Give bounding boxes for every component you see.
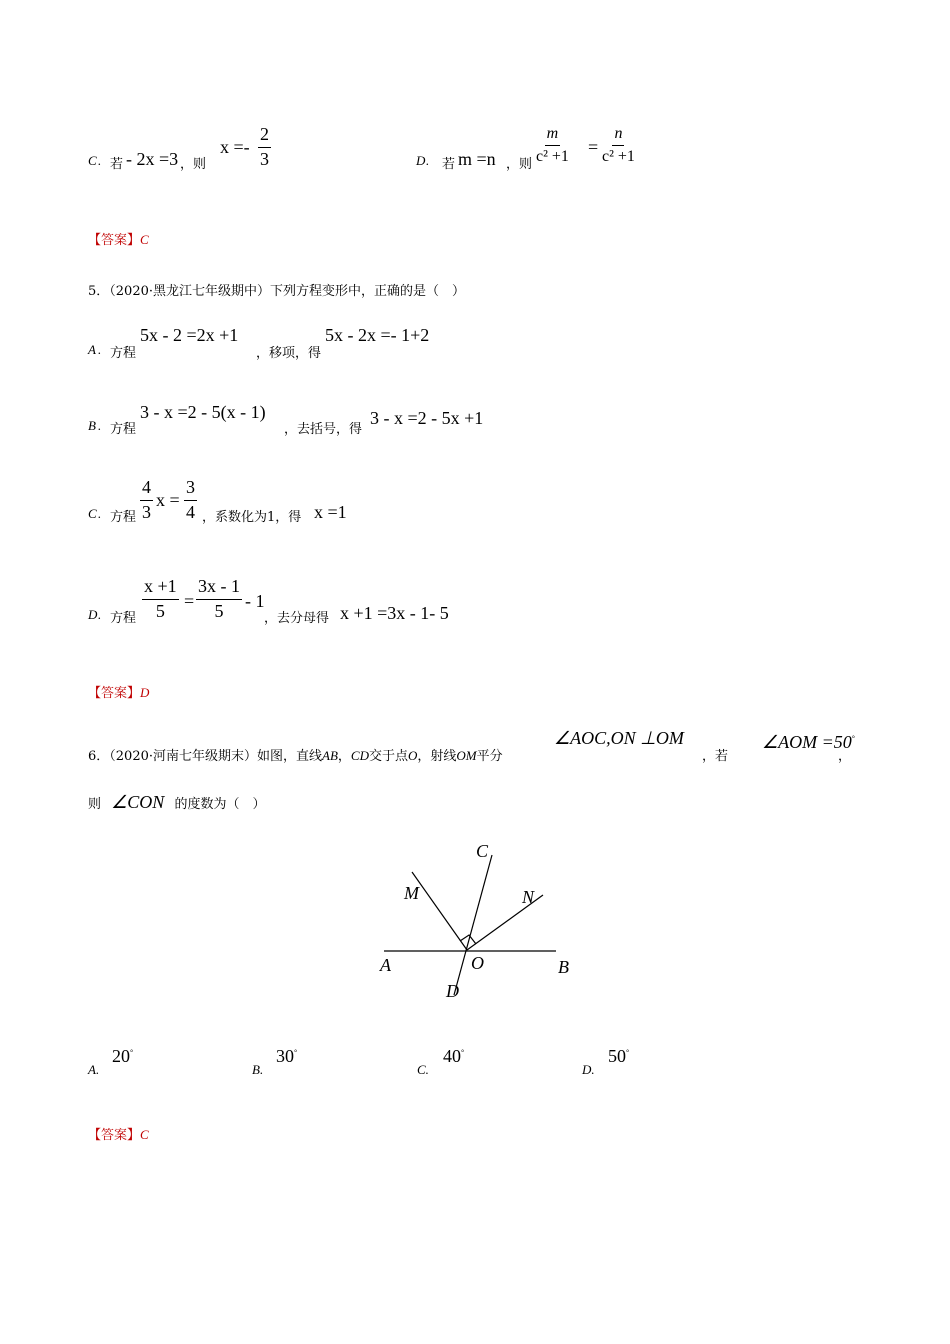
equation: m =n	[458, 149, 496, 169]
fraction: $\frac{3x - 1}{5}$	[198, 576, 240, 621]
fraction: $\frac{3}{4}$	[186, 477, 195, 522]
line-cd	[454, 855, 492, 995]
fraction: $\frac{m}{\text{c² +1}}$	[536, 125, 569, 165]
option-letter: C	[88, 153, 97, 168]
fraction: $\frac{4}{3}$	[142, 477, 151, 522]
label-d: D	[446, 981, 459, 1001]
question-6-stem: 6．（2020·河南七年级期末）如图，直线AB，CD交于点O，射线OM平分 ∠AOC,ON ⊥OM ，若 ∠AOM =50° ，	[88, 728, 855, 764]
answer-q4: 【答案】C	[88, 232, 149, 248]
fraction: $\frac{x +1}{5}$	[144, 576, 177, 621]
q6-option-d: D. 50°	[582, 1046, 630, 1077]
q4-option-d: D . 若 m =n ，则 $\frac{m}{\text{c² +1}}$ = $\frac{n}{\text{c² +1}}$	[416, 125, 635, 172]
option-letter: D	[416, 153, 426, 168]
question-6-line2: 则 ∠CON 的度数为（ ）	[88, 792, 266, 812]
q6-option-a: A. 20°	[88, 1046, 134, 1077]
q6-option-c: C. 40°	[417, 1046, 465, 1077]
equation: 3 - x =2 - 5x +1	[370, 408, 484, 428]
answer-q5: 【答案】D	[88, 685, 150, 701]
ray-om	[412, 872, 467, 950]
label-b: B	[558, 957, 569, 977]
question-5-stem: 5．（2020·黑龙江七年级期中）下列方程变形中，正确的是（ ）	[88, 284, 465, 299]
label-o: O	[471, 953, 484, 973]
q6-option-b: B. 30°	[252, 1046, 298, 1077]
equation: 5x - 2x =- 1+2	[325, 325, 430, 345]
answer-q6: 【答案】C	[88, 1127, 149, 1143]
equation: 5x - 2 =2x +1	[140, 325, 239, 345]
fraction: $\frac{2}{3}$	[260, 124, 269, 169]
equation: 3 - x =2 - 5(x - 1)	[140, 402, 266, 422]
condition-1: ∠AOC,ON ⊥OM	[554, 728, 684, 748]
geometry-figure	[370, 835, 590, 1005]
equation: x +1 =3x - 1- 5	[340, 603, 449, 623]
fraction: $\frac{n}{\text{c² +1}}$	[602, 125, 635, 165]
label-n: N	[522, 887, 535, 907]
equation: x =1	[314, 502, 347, 522]
equation: - 2x =3	[126, 149, 179, 169]
condition-2: ∠AOM =50°	[762, 732, 855, 752]
label-m: M	[404, 883, 419, 903]
equation: x =-	[220, 137, 250, 157]
label-a: A	[380, 955, 391, 975]
label-c: C	[476, 841, 489, 861]
